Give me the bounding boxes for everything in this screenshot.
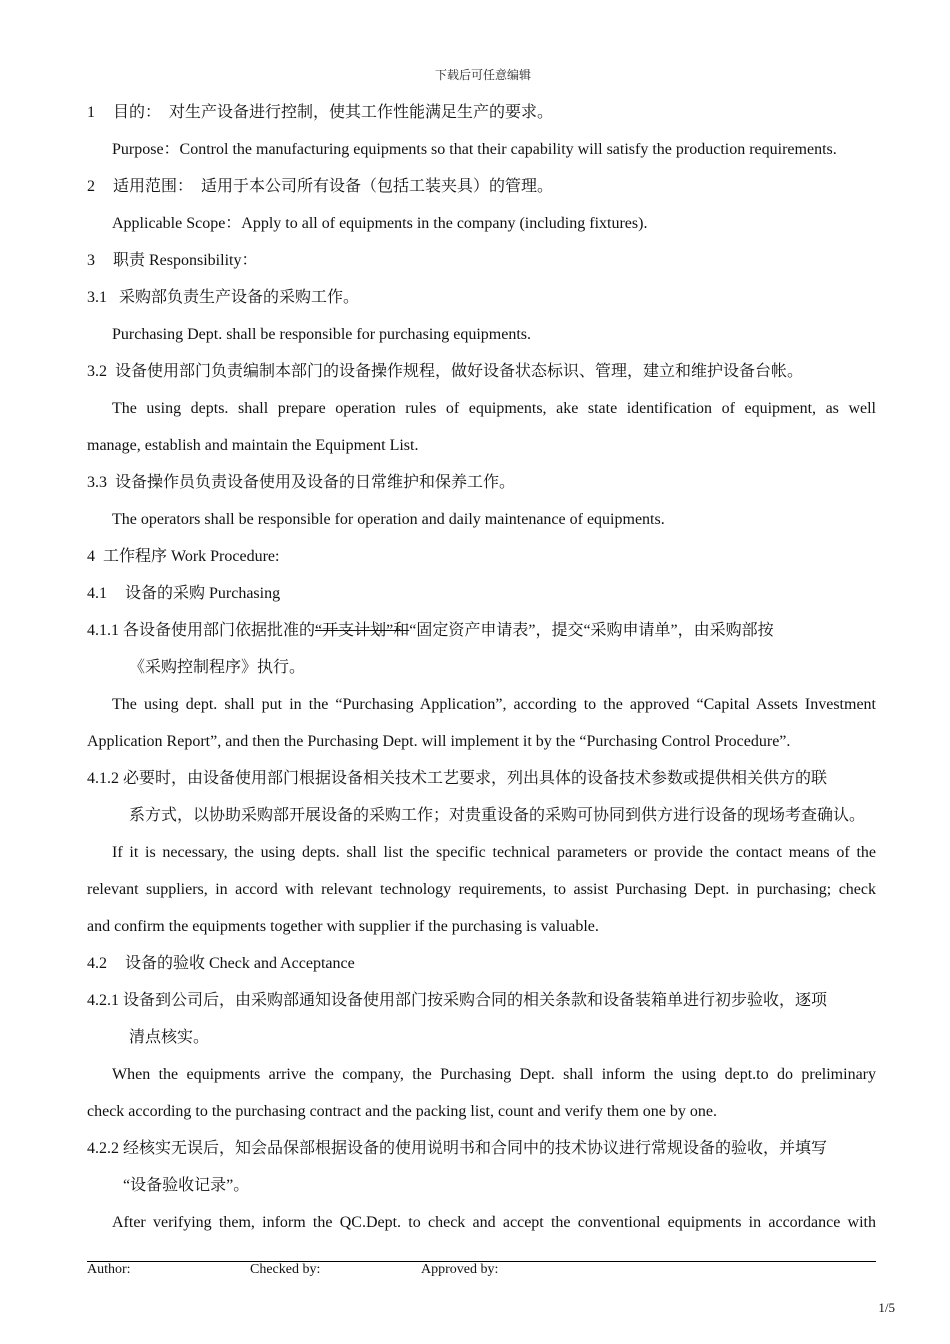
- section-4-2-2-line-2: “设备验收记录”。: [123, 1177, 250, 1194]
- section-number: 3.1: [87, 289, 107, 306]
- document-body: [87, 94, 876, 1241]
- footer-author: Author:: [87, 1262, 131, 1277]
- section-3-2-english-line-2: manage, establish and maintain the Equipment List.: [87, 437, 419, 454]
- section-text: 职责 Responsibility：: [113, 252, 258, 269]
- section-4-2-1-line-1: [87, 982, 876, 1019]
- section-text-b: “固定资产申请表”，提交“采购申请单”，由采购部按: [409, 622, 774, 639]
- footer-approved-by: Approved by:: [421, 1262, 499, 1277]
- section-4-1-1-english-line-1: The using dept. shall put in the “Purchasing Application”, according to the approved “Capital Assets Investment: [112, 696, 876, 713]
- section-label: 适用范围：: [113, 178, 194, 195]
- section-text-a: 设备到公司后，由采购部通知设备使用部门按采购合同的相关条款和设备装箱单进行初步验收，逐项: [123, 992, 828, 1009]
- section-2-heading: [87, 168, 876, 205]
- section-text-a: 各设备使用部门依据批准的: [123, 622, 316, 639]
- section-text: 设备操作员负责设备使用及设备的日常维护和保养工作。: [115, 474, 516, 491]
- section-text-a: 经核实无误后，知会品保部根据设备的使用说明书和合同中的技术协议进行常规设备的验收，并填写: [123, 1140, 828, 1157]
- section-4-1-1-line-2: 《采购控制程序》执行。: [129, 659, 306, 676]
- section-3-2-english-line-1: The using depts. shall prepare operation rules of equipments, ake state identification of equipment, as well: [112, 400, 876, 417]
- section-text: 设备使用部门负责编制本部门的设备操作规程，做好设备状态标识、管理，建立和维护设备台帐。: [115, 363, 804, 380]
- section-3-1-english: Purchasing Dept. shall be responsible for purchasing equipments.: [112, 326, 532, 343]
- section-number: 3.3: [87, 474, 107, 491]
- page-number: 1/5: [878, 1300, 895, 1315]
- section-4-heading: [87, 538, 876, 575]
- section-text: 适用于本公司所有设备（包括工装夹具）的管理。: [201, 178, 554, 195]
- section-4-2-2-line-1: [87, 1130, 876, 1167]
- section-text: 对生产设备进行控制，使其工作性能满足生产的要求。: [169, 104, 554, 121]
- section-4-1-2-line-1: [87, 760, 876, 797]
- section-number: 3: [87, 252, 95, 269]
- section-3-3-english: The operators shall be responsible for operation and daily maintenance of equipments.: [112, 511, 665, 528]
- section-number: 4.2.2: [87, 1140, 119, 1157]
- section-1-heading: [87, 94, 876, 131]
- section-4-1-2-line-2: 系方式，以协助采购部开展设备的采购工作；对贵重设备的采购可协同到供方进行设备的现场考查确认。: [129, 807, 866, 824]
- section-4-1-2-english-line-2: relevant suppliers, in accord with relevant technology requirements, to assist Purchasing Dept. in purchasing; check: [87, 881, 876, 898]
- section-1-english: Purpose：Control the manufacturing equipments so that their capability will satisfy the production requirements.: [112, 141, 837, 158]
- section-number: 4.1.2: [87, 770, 119, 787]
- section-text: 采购部负责生产设备的采购工作。: [119, 289, 360, 306]
- section-4-2-1-line-2: 清点核实。: [129, 1029, 210, 1046]
- section-number: 4.2: [87, 955, 107, 972]
- section-4-2-2-english-line-1: After verifying them, inform the QC.Dept. to check and accept the conventional equipments in accordance with: [112, 1214, 876, 1231]
- section-4-1-1-line-1: [87, 612, 876, 649]
- section-4-2-1-english-line-1: When the equipments arrive the company, the Purchasing Dept. shall inform the using dept.to do preliminary: [112, 1066, 876, 1083]
- section-3-2-heading: [87, 353, 876, 390]
- section-4-1-2-english-line-3: and confirm the equipments together with supplier if the purchasing is valuable.: [87, 918, 599, 935]
- section-4-1-heading: [87, 575, 876, 612]
- section-number: 4.1.1: [87, 622, 119, 639]
- section-3-3-heading: [87, 464, 876, 501]
- section-number: 4.1: [87, 585, 107, 602]
- section-4-1-1-english-line-2: Application Report”, and then the Purchasing Dept. will implement it by the “Purchasing Control Procedure”.: [87, 733, 791, 750]
- section-number: 4: [87, 548, 95, 565]
- section-2-english: Applicable Scope：Apply to all of equipments in the company (including fixtures).: [112, 215, 648, 232]
- section-text: 设备的采购 Purchasing: [125, 585, 281, 602]
- section-3-heading: [87, 242, 876, 279]
- section-label: 目的：: [113, 104, 162, 121]
- section-number: 4.2.1: [87, 992, 119, 1009]
- section-text: 工作程序 Work Procedure:: [103, 548, 280, 565]
- section-number: 2: [87, 178, 95, 195]
- section-text: 设备的验收 Check and Acceptance: [125, 955, 355, 972]
- section-4-2-heading: [87, 945, 876, 982]
- section-4-2-1-english-line-2: check according to the purchasing contract and the packing list, count and verify them one by one.: [87, 1103, 718, 1120]
- section-3-1-heading: [87, 279, 876, 316]
- struck-text: “开支计划”和: [315, 622, 410, 639]
- footer-checked-by: Checked by:: [250, 1262, 321, 1277]
- section-number: 1: [87, 104, 95, 121]
- section-number: 3.2: [87, 363, 107, 380]
- page-header-note: 下载后可任意编辑: [434, 68, 531, 82]
- section-text-a: 必要时，由设备使用部门根据设备相关技术工艺要求，列出具体的设备技术参数或提供相关供方的联: [123, 770, 828, 787]
- section-4-1-2-english-line-1: If it is necessary, the using depts. shall list the specific technical parameters or provide the contact means of the: [112, 844, 876, 861]
